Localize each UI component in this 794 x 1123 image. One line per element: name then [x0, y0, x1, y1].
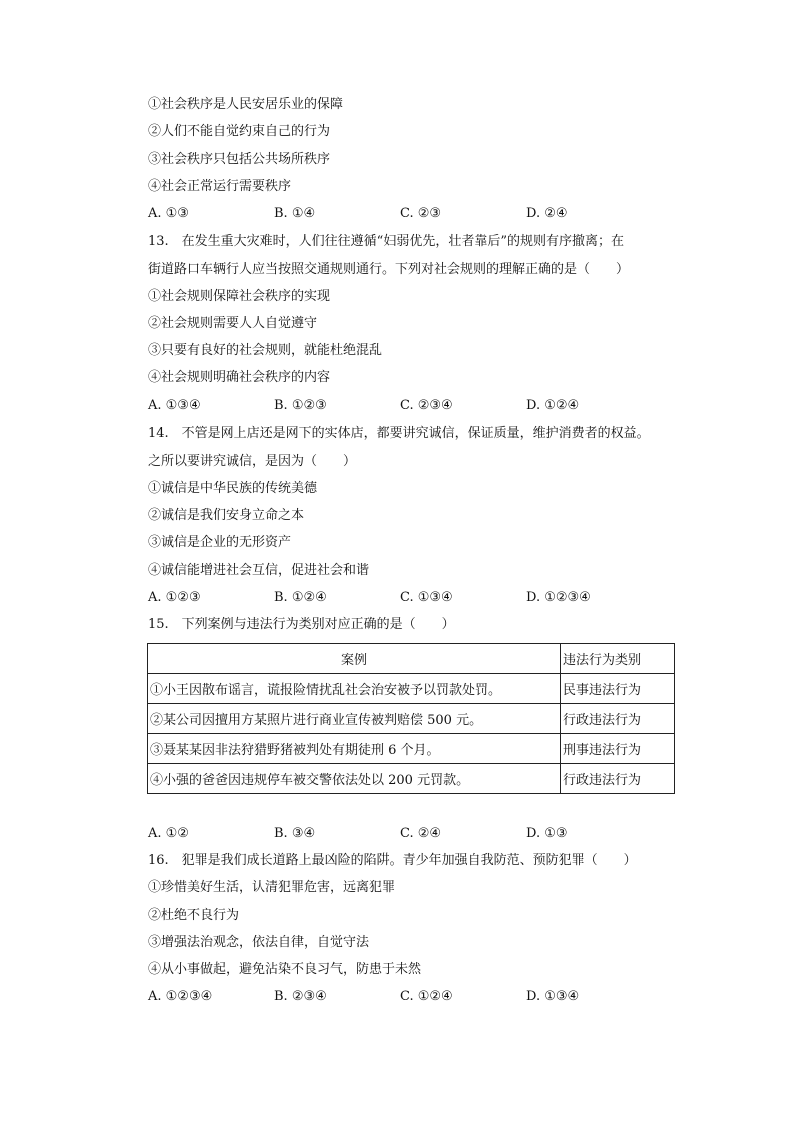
q14-stem-line1: 14. 不管是网上店还是网下的实体店，都要讲究诚信，保证质量，维护消费者的权益。	[148, 426, 650, 441]
q16-stem: 16. 犯罪是我们成长道路上最凶险的陷阱。青少年加强自我防范、预防犯罪（ ）	[148, 853, 637, 868]
table-row	[148, 674, 675, 704]
q15-stem: 15. 下列案例与违法行为类别对应正确的是（ ）	[148, 617, 455, 632]
q16-item-3: ③增强法治观念，依法自律，自觉守法	[148, 935, 370, 950]
q13-stem-line1: 13. 在发生重大灾难时，人们往往遵循“妇弱优先，壮者靠后”的规则有序撤离；在	[148, 234, 624, 249]
q14-item-3: ③诚信是企业的无形资产	[148, 535, 292, 550]
option-d: D. ①②③④	[526, 590, 591, 605]
q14-stem-line2: 之所以要讲究诚信，是因为（ ）	[148, 454, 357, 469]
option-a: A. ①②	[148, 826, 189, 841]
table-row	[148, 764, 675, 794]
option-a: A. ①②③	[148, 590, 201, 605]
table-cell-category: 行政违法行为	[561, 704, 675, 734]
q13-item-4: ④社会规则明确社会秩序的内容	[148, 370, 331, 385]
option-c: C. ①②④	[400, 989, 453, 1004]
q13-stem-line2: 街道路口车辆行人应当按照交通规则通行。下列对社会规则的理解正确的是（ ）	[148, 262, 630, 277]
q13-item-3: ③只要有良好的社会规则，就能杜绝混乱	[148, 343, 383, 358]
option-b: B. ①②③	[274, 398, 327, 413]
option-a: A. ①③	[148, 206, 189, 221]
table-cell-category: 刑事违法行为	[561, 734, 675, 764]
option-b: B. ①②④	[274, 590, 327, 605]
q16-item-1: ①珍惜美好生活，认清犯罪危害，远离犯罪	[148, 880, 396, 895]
q14-item-4: ④诚信能增进社会互信，促进社会和谐	[148, 563, 370, 578]
option-a: A. ①②③④	[148, 989, 213, 1004]
table-header-category: 违法行为类别	[561, 644, 675, 674]
pre-item-1: ①社会秩序是人民安居乐业的保障	[148, 97, 344, 112]
option-c: C. ②④	[400, 826, 442, 841]
table-header-row	[148, 644, 675, 674]
q14-item-1: ①诚信是中华民族的传统美德	[148, 481, 318, 496]
q14-options	[148, 589, 648, 606]
table-cell-case: ①小王因散布谣言，谎报险情扰乱社会治安被予以罚款处罚。	[148, 674, 561, 704]
table-cell-category: 民事违法行为	[561, 674, 675, 704]
q13-options	[148, 397, 648, 414]
case-table	[147, 643, 675, 794]
table-row	[148, 734, 675, 764]
pre-item-4: ④社会正常运行需要秩序	[148, 179, 292, 194]
option-d: D. ①③	[526, 826, 568, 841]
q16-options	[148, 988, 648, 1005]
option-b: B. ③④	[274, 826, 316, 841]
option-c: C. ①③④	[400, 590, 453, 605]
pre-item-3: ③社会秩序只包括公共场所秩序	[148, 152, 331, 167]
option-d: D. ①③④	[526, 989, 580, 1004]
q15-options	[148, 825, 648, 842]
option-a: A. ①③④	[148, 398, 201, 413]
option-b: B. ②③④	[274, 989, 327, 1004]
table-cell-category: 行政违法行为	[561, 764, 675, 794]
table-cell-case: ③聂某某因非法狩猎野猪被判处有期徒刑 6 个月。	[148, 734, 561, 764]
table-row	[148, 704, 675, 734]
pre-options	[148, 205, 648, 222]
option-c: C. ②③	[400, 206, 442, 221]
table-header-case: 案例	[148, 644, 561, 674]
option-d: D. ②④	[526, 206, 568, 221]
option-b: B. ①④	[274, 206, 316, 221]
table-cell-case: ②某公司因擅用方某照片进行商业宣传被判赔偿 500 元。	[148, 704, 561, 734]
q13-item-1: ①社会规则保障社会秩序的实现	[148, 289, 331, 304]
q16-item-2: ②杜绝不良行为	[148, 908, 240, 923]
pre-item-2: ②人们不能自觉约束自己的行为	[148, 124, 331, 139]
q16-item-4: ④从小事做起，避免沾染不良习气，防患于未然	[148, 962, 422, 977]
option-d: D. ①②④	[526, 398, 580, 413]
option-c: C. ②③④	[400, 398, 453, 413]
q13-item-2: ②社会规则需要人人自觉遵守	[148, 316, 318, 331]
q14-item-2: ②诚信是我们安身立命之本	[148, 508, 305, 523]
table-cell-case: ④小强的爸爸因违规停车被交警依法处以 200 元罚款。	[148, 764, 561, 794]
